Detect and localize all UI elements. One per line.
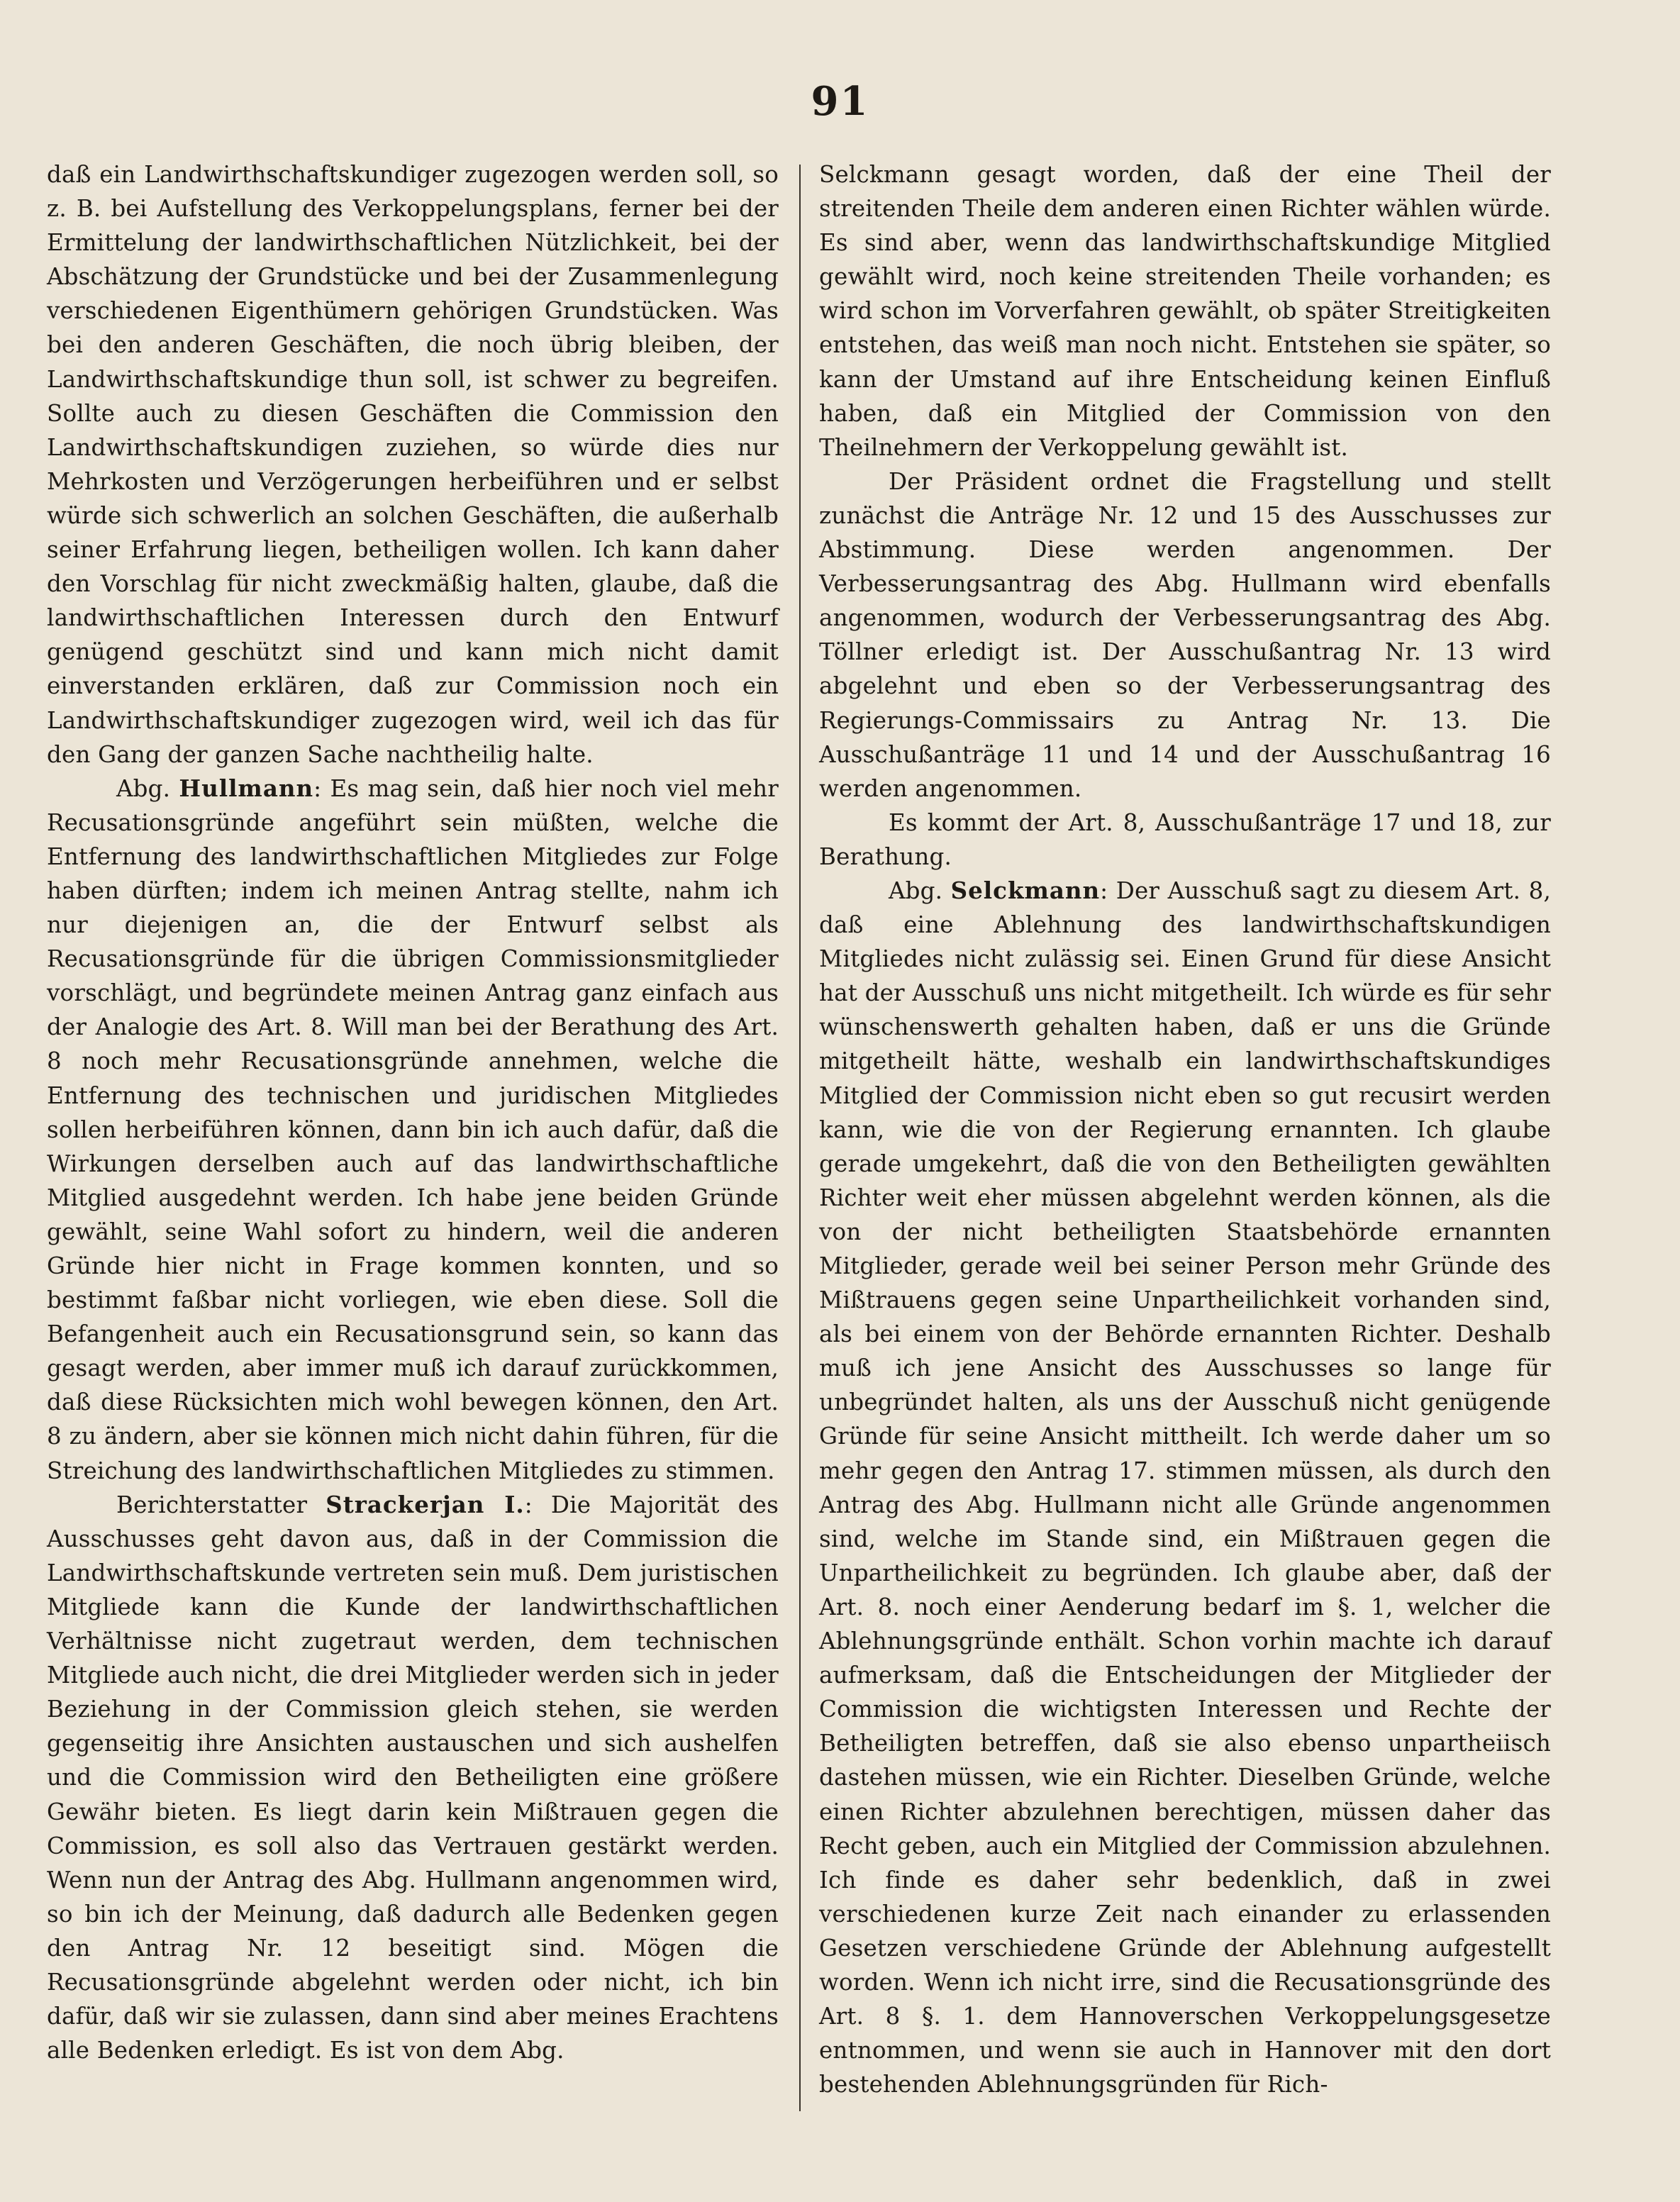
column-divider bbox=[799, 165, 801, 2111]
speech-paragraph bbox=[47, 772, 779, 1488]
speaker-label: Abg. bbox=[116, 774, 171, 802]
speech-text: : Die Majorität des Ausschusses geht davon aus, daß in der Commission die Landwirthschaftskunde vertreten sein muß. Dem juristischen Mitgliede kann die Kunde der landwirthschaftlichen Verhältnisse nicht zugetraut werden, dem technischen Mitgliede auch nicht, die drei Mitglieder werden sich in jeder Beziehung in der Commission gleich stehen, sie werden gegenseitig ihre Ansichten austauschen und sich aushelfen und die Commission wird den Betheiligten eine größere Gewähr bieten. Es liegt darin kein Mißtrauen gegen die Commission, es soll also das Vertrauen gestärkt werden. Wenn nun der Antrag des Abg. Hullmann angenommen wird, so bin ich der Meinung, daß dadurch alle Bedenken gegen den Antrag Nr. 12 beseitigt sind. Mögen die Recusationsgründe abgelehnt werden oder nicht, ich bin dafür, daß wir sie zulassen, dann sind aber meines Erachtens alle Bedenken erledigt. Es ist von dem Abg. bbox=[47, 1491, 779, 2064]
speaker-name: Selckmann bbox=[950, 876, 1101, 904]
speaker-name: Strackerjan I. bbox=[326, 1490, 525, 1518]
paragraph: daß ein Landwirthschaftskundiger zugezogen werden soll, so z. B. bei Aufstellung des Verkoppelungsplans, ferner bei der Ermittelung der landwirthschaftlichen Nützlichkeit, bei der Abschätzung der Grundstücke und bei der Zusammenlegung verschiedenen Eigenthümern gehörigen Grundstücken. Was bei den anderen Geschäften, die noch übrig bleiben, der Landwirthschaftskundige thun soll, ist schwer zu begreifen. Sollte auch zu diesen Geschäften die Commission den Landwirthschaftskundigen zuziehen, so würde dies nur Mehrkosten und Verzögerungen herbeiführen und er selbst würde sich schwerlich an solchen Geschäften, die außerhalb seiner Erfahrung liegen, betheiligen wollen. Ich kann daher den Vorschlag für nicht zweckmäßig halten, glaube, daß die landwirthschaftlichen Interessen durch den Entwurf genügend geschützt sind und kann mich nicht damit einverstanden erklären, daß zur Commission noch ein Landwirthschaftskundiger zugezogen wird, weil ich das für den Gang der ganzen Sache nachtheilig halte. bbox=[47, 161, 779, 768]
speech-paragraph bbox=[47, 1488, 779, 2068]
speaker-name: Hullmann bbox=[179, 774, 314, 802]
speaker-label: Abg. bbox=[889, 877, 943, 904]
paragraph: Es kommt der Art. 8, Ausschußanträge 17 und 18, zur Berathung. bbox=[819, 808, 1551, 870]
speech-text: : Es mag sein, daß hier noch viel mehr Recusationsgründe angeführt sein müßten, welche die Entfernung des landwirthschaftlichen Mitgliedes zur Folge haben dürften; indem ich meinen Antrag stellte, nahm ich nur diejenigen an, die der Entwurf selbst als Recusationsgründe für die übrigen Commissionsmitglieder vorschlägt, und begründete meinen Antrag ganz einfach aus der Analogie des Art. 8. Will man bei der Berathung des Art. 8 noch mehr Recusationsgründe annehmen, welche die Entfernung des technischen und juridischen Mitgliedes sollen herbeiführen können, dann bin ich auch dafür, daß die Wirkungen derselben auch auf das landwirthschaftliche Mitglied ausgedehnt werden. Ich habe jene beiden Gründe gewählt, seine Wahl sofort zu hindern, weil die anderen Gründe hier nicht in Frage kommen konnten, und so bestimmt faßbar nicht vorliegen, wie eben diese. Soll die Befangenheit auch ein Recusationsgrund sein, so kann das gesagt werden, aber immer muß ich darauf zurückkommen, daß diese Rücksichten mich wohl bewegen können, den Art. 8 zu ändern, aber sie können mich nicht dahin führen, für die Streichung des landwirthschaftlichen Mitgliedes zu stimmen. bbox=[47, 774, 779, 1484]
speaker-label: Berichterstatter bbox=[116, 1491, 308, 1518]
paragraph: Selckmann gesagt worden, daß der eine Theil der streitenden Theile dem anderen einen Richter wählen würde. Es sind aber, wenn das landwirthschaftskundige Mitglied gewählt wird, noch keine streitenden Theile vorhanden; es wird schon im Vorverfahren gewählt, ob später Streitigkeiten entstehen, das weiß man noch nicht. Entstehen sie später, so kann der Umstand auf ihre Entscheidung keinen Einfluß haben, daß ein Mitglied der Commission von den Theilnehmern der Verkoppelung gewählt ist. bbox=[819, 161, 1551, 461]
left-column bbox=[47, 157, 779, 2067]
speech-text: : Der Ausschuß sagt zu diesem Art. 8, daß eine Ablehnung des landwirthschaftskundigen Mitgliedes nicht zulässig sei. Einen Grund für diese Ansicht hat der Ausschuß uns nicht mitgetheilt. Ich würde es für sehr wünschenswerth gehalten haben, daß er uns die Gründe mitgetheilt hätte, weshalb ein landwirthschaftskundiges Mitglied der Commission nicht eben so gut recusirt werden kann, wie die von der Regierung ernannten. Ich glaube gerade umgekehrt, daß die von den Betheiligten gewählten Richter weit eher müssen abgelehnt werden können, als die von der nicht betheiligten Staatsbehörde ernannten Mitglieder, gerade weil bei seiner Person mehr Gründe des Mißtrauens gegen seine Unpartheilichkeit vorhanden sind, als bei einem von der Behörde ernannten Richter. Deshalb muß ich jene Ansicht des Ausschusses so lange für unbegründet halten, als uns der Ausschuß nicht genügende Gründe für seine Ansicht mittheilt. Ich werde daher um so mehr gegen den Antrag 17. stimmen müssen, als durch den Antrag des Abg. Hullmann nicht alle Gründe angenommen sind, welche im Stande sind, ein Mißtrauen gegen die Unpartheilichkeit zu begründen. Ich glaube aber, daß der Art. 8. noch einer Aenderung bedarf im §. 1, welcher die Ablehnungsgründe enthält. Schon vorhin machte ich darauf aufmerksam, daß die Entscheidungen der Mitglieder der Commission die wichtigsten Interessen und Rechte der Betheiligten betreffen, daß sie also ebenso unpartheiisch dastehen müssen, wie ein Richter. Dieselben Gründe, welche einen Richter abzulehnen berechtigen, müssen daher das Recht geben, auch ein Mitglied der Commission abzulehnen. Ich finde es daher sehr bedenklich, daß in zwei verschiedenen kurze Zeit nach einander zu erlassenden Gesetzen verschiedene Gründe der Ablehnung aufgestellt worden. Wenn ich nicht irre, sind die Recusationsgründe des Art. 8 §. 1. dem Hannoverschen Verkoppelungsgesetze entnommen, und wenn sie auch in Hannover mit den dort bestehenden Ablehnungsgründen für Rich- bbox=[819, 877, 1551, 2098]
paragraph: Der Präsident ordnet die Fragstellung und stellt zunächst die Anträge Nr. 12 und 15 des Ausschusses zur Abstimmung. Diese werden angenommen. Der Verbesserungsantrag des Abg. Hullmann wird ebenfalls angenommen, wodurch der Verbesserungsantrag des Abg. Töllner erledigt ist. Der Ausschußantrag Nr. 13 wird abgelehnt und eben so der Verbesserungsantrag des Regierungs-Commissairs zu Antrag Nr. 13. Die Ausschußanträge 11 und 14 und der Ausschußantrag 16 werden angenommen. bbox=[819, 467, 1551, 802]
right-column bbox=[819, 157, 1551, 2101]
page-number: 91 bbox=[811, 78, 869, 125]
speech-paragraph bbox=[819, 874, 1551, 2101]
